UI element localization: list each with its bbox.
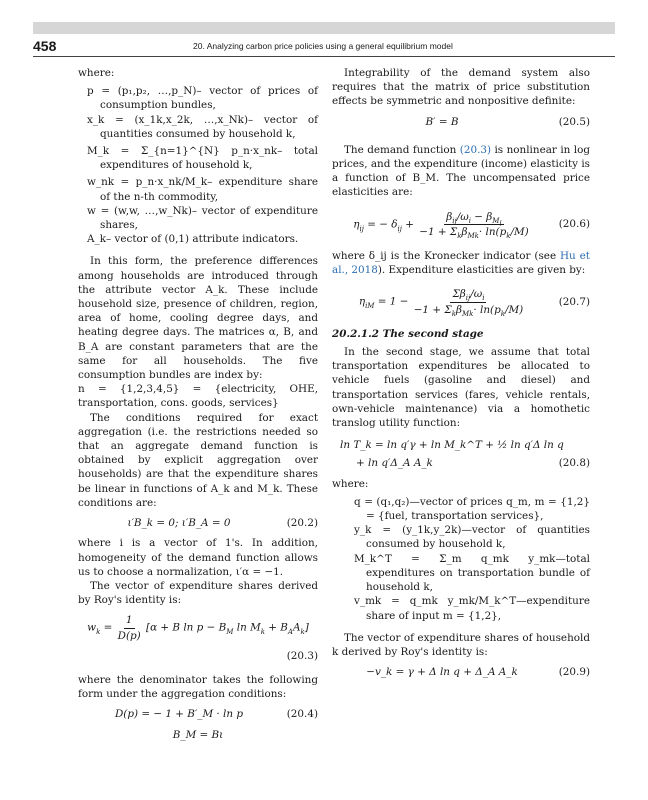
equation-body: ι′B_k = 0; ι′B_A = 0 <box>127 517 231 530</box>
equation-20-7 <box>332 287 590 316</box>
equation-number: (20.4) <box>286 708 318 721</box>
equation-body: + ln q′Δ_A A_k <box>356 457 433 470</box>
equation-number: (20.8) <box>558 457 590 470</box>
equation-body: $\eta_{iM} = 1$ − $\frac{\Sigma\beta_{ij}/\omega_i}{-1 + \Sigma_k\beta_{Mk}\cdot \ln(p_k/M)}$ <box>358 288 524 318</box>
def-a: A_k– vector of (0,1) attribute indicators. <box>87 233 299 246</box>
equation-number: (20.6) <box>558 218 590 231</box>
equation-number: (20.9) <box>558 666 590 679</box>
def-y: y_k = (y_1k,y_2k)—vector of quantities consumed by household k, <box>354 524 590 551</box>
equation-body: B′ = B <box>425 115 459 128</box>
equation-20-8 <box>332 456 590 470</box>
page-number: 458 <box>33 38 57 54</box>
def-v: v_mk = q_mk y_mk/M_k^T—expenditure share of input m = {1,2}, <box>354 595 590 622</box>
equation-20-3 <box>78 613 318 642</box>
equation-20-5 <box>332 115 590 129</box>
right-column <box>332 66 590 685</box>
equation-body: $\eta_{ij}$ = − $\delta_{ij}$ + $\frac{\beta_{ij}/\omega_i - \beta_{M_i}}{-1 + \Sigma_k\beta_{Mk}\cdot \ln(p_k/M)}$ <box>353 210 529 240</box>
equation-20-2 <box>78 516 318 530</box>
citation-link[interactable]: Hu et al., 2018 <box>332 250 590 277</box>
paragraph-roy-second: The vector of expenditure shares of household k derived by Roy's identity is: <box>332 631 590 658</box>
def-p: p = (p₁,p₂, …,p_N)– vector of prices of consumption bundles, <box>87 85 318 112</box>
equation-20-8a: ln T_k = ln q′γ + ln M_k^T + ½ ln q′Δ ln q <box>340 439 564 452</box>
equation-number: (20.2) <box>286 517 318 530</box>
equation-number: (20.5) <box>558 115 590 128</box>
def-q: q = (q₁,q₂)—vector of prices q_m, m = {1,2} = {fuel, transportation services}, <box>354 495 590 523</box>
def-w-nk: w_nk = p_n·x_nk/M_k– expenditure share of the n-th commodity, <box>87 176 318 203</box>
section-heading: 20.2.1.2 The second stage <box>332 327 484 340</box>
equation-20-9 <box>332 665 590 679</box>
def-w: w = (w,w, …,w_Nk)– vector of expenditure shares, <box>87 204 318 232</box>
text: ). Expenditure elasticities are given by: <box>377 264 586 277</box>
text: where δ_ij is the Kronecker indicator (see <box>332 250 560 263</box>
equation-link[interactable]: (20.3) <box>459 143 492 156</box>
where-label: where: <box>78 67 115 79</box>
running-title: 20. Analyzing carbon price policies using a general equilibrium model <box>193 41 453 51</box>
paragraph-kronecker <box>332 249 590 277</box>
def-m: M_k = Σ_{n=1}^{N} p_n·x_nk– total expenditures of household k, <box>87 145 318 172</box>
text: The demand function <box>344 143 460 156</box>
equation-number: (20.7) <box>558 296 590 309</box>
equation-20-6 <box>332 210 590 239</box>
equation-body: −v_k = γ + Δ ln q + Δ_A A_k <box>366 666 518 679</box>
paragraph-second-stage: In the second stage, we assume that total transportation expenditures be allocated to vehicle fuels (gasoline and diesel) and transportation services (fares, vehicle rentals, own-vehicle maintenance) via a homothetic translog utility function: <box>332 346 590 430</box>
page-header <box>33 38 615 57</box>
equation-20-4b: B_M = Bι <box>172 728 224 741</box>
paragraph-homogeneity: where i is a vector of 1's. In addition, homogeneity of the demand function allows us to choose a normalization, ι′α = −1. <box>78 537 318 578</box>
paragraph-demand-function <box>332 143 590 200</box>
paragraph-roy: The vector of expenditure shares derived by Roy's identity is: <box>78 579 318 607</box>
equation-body: D(p) = − 1 + B′_M · ln p <box>114 708 244 721</box>
def-x: x_k = (x_1k,x_2k, …,x_Nk)– vector of quantities consumed by household k, <box>87 113 318 140</box>
def-list <box>78 84 318 246</box>
where-label: where: <box>332 477 369 490</box>
top-bar <box>33 22 615 34</box>
paragraph-preferences: In this form, the preference differences among households are introduced through the attribute vector A_k. These include household size, presence of children, region, area of home, cooling degree days, and heating degree days. The matrices α, B, and B_A are constant parameters that are the same for all households. The five consumption bundles are index by: <box>78 255 318 382</box>
left-column <box>78 66 318 742</box>
paragraph-denominator: where the denominator takes the following form under the aggregation conditions: <box>78 673 318 701</box>
def-mt: M_k^T = Σ_m q_mk y_mk—total expenditures on transportation bundle of household k, <box>354 552 590 594</box>
paragraph-integrability: Integrability of the demand system also requires that the matrix of price substitution effects be symmetric and nonpositive definite: <box>332 67 590 108</box>
paragraph-aggregation: The conditions required for exact aggregation (i.e. the restrictions needed so that an aggregate demand function is obtained by explicit aggregation over households) are that the expenditure shares be linear in functions of A_k and M_k. These conditions are: <box>78 411 318 509</box>
equation-20-4 <box>78 707 318 721</box>
equation-body: $w_k$ = $\frac{1}{D(p)}$ [α + B $\ln p - B_M$ $\ln M_k + B_AA_k$] <box>87 614 309 642</box>
text: is nonlinear in log prices, and the expenditure (income) elasticity is a function of B_M. The uncompensated price elasticities are: <box>332 143 591 199</box>
def-list <box>332 495 590 623</box>
paragraph-index: n = {1,2,3,4,5} = {electricity, OHE, transportation, cons. goods, services} <box>78 383 318 410</box>
equation-number: (20.3) <box>286 649 318 662</box>
